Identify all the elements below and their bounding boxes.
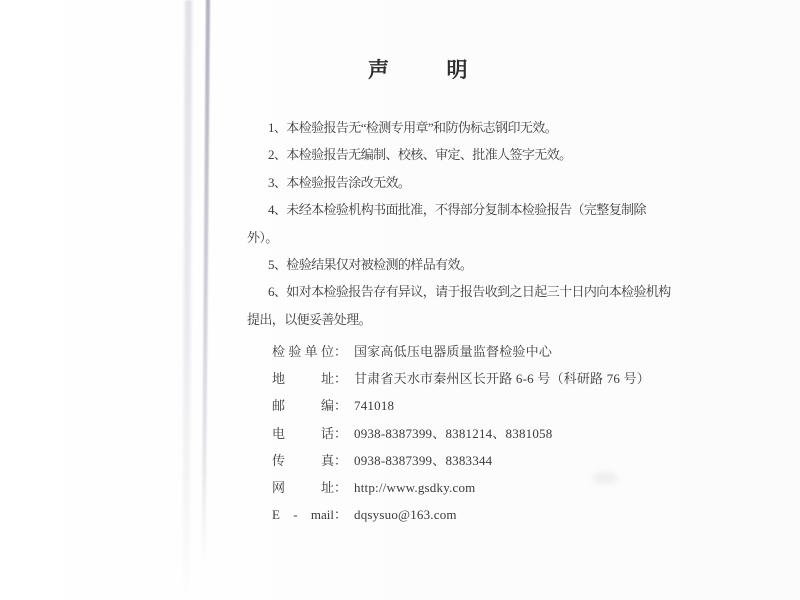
contact-value: dqsysuo@163.com — [354, 507, 457, 523]
contact-label: 电话 — [272, 425, 334, 441]
contact-value: 甘肃省天水市秦州区长开路 6-6 号（科研路 76 号） — [354, 371, 650, 387]
contact-label: 网址 — [272, 480, 334, 496]
contact-label: 传真 — [272, 452, 334, 468]
page-crease-left — [182, 0, 192, 600]
contact-value: 741018 — [354, 398, 395, 414]
contact-line-email — [272, 501, 712, 528]
declaration-item: 6、如对本检验报告存有异议，请于报告收到之日起三十日内向本检验机构提出，以便妥善处理。 — [247, 284, 671, 327]
contact-block — [272, 338, 712, 528]
declaration-item: 3、本检验报告涂改无效。 — [268, 174, 411, 190]
contact-label: E - mail — [272, 507, 334, 523]
contact-value: 国家高低压电器质量监督检验中心 — [354, 344, 553, 359]
contact-line-phone — [272, 420, 712, 447]
contact-colon: ： — [334, 507, 348, 523]
contact-colon: ： — [334, 371, 348, 387]
contact-value: 0938-8387399、8381214、8381058 — [354, 425, 553, 441]
contact-line-postcode — [272, 392, 712, 419]
declaration-item: 4、未经本检验机构书面批准，不得部分复制本检验报告（完整复制除外）。 — [247, 202, 646, 245]
contact-colon: ： — [334, 398, 348, 414]
contact-label: 邮编 — [272, 398, 334, 414]
page-fold-edge — [201, 0, 210, 580]
page-title-char: 声 — [368, 58, 390, 82]
contact-label: 检验单位 — [272, 344, 334, 359]
declaration-item: 5、检验结果仅对被检测的样品有效。 — [268, 257, 473, 273]
page-title-char: 明 — [446, 58, 468, 82]
contact-colon: ： — [334, 480, 348, 496]
declaration-item: 1、本检验报告无“检测专用章”和防伪标志钢印无效。 — [268, 120, 558, 135]
page-title — [368, 54, 468, 84]
contact-colon: ： — [334, 452, 348, 468]
contact-value: 0938-8387399、8383344 — [354, 452, 493, 468]
contact-line-address — [272, 365, 712, 392]
contact-label: 地址 — [272, 371, 334, 387]
contact-colon: ： — [334, 344, 348, 359]
contact-colon: ： — [334, 425, 348, 441]
contact-line-website — [272, 474, 712, 501]
contact-line-fax — [272, 447, 712, 474]
contact-value: http://www.gsdky.com — [354, 480, 476, 496]
declaration-list — [247, 114, 671, 333]
declaration-item: 2、本检验报告无编制、校核、审定、批准人签字无效。 — [268, 147, 572, 163]
contact-line-unit — [272, 338, 712, 365]
